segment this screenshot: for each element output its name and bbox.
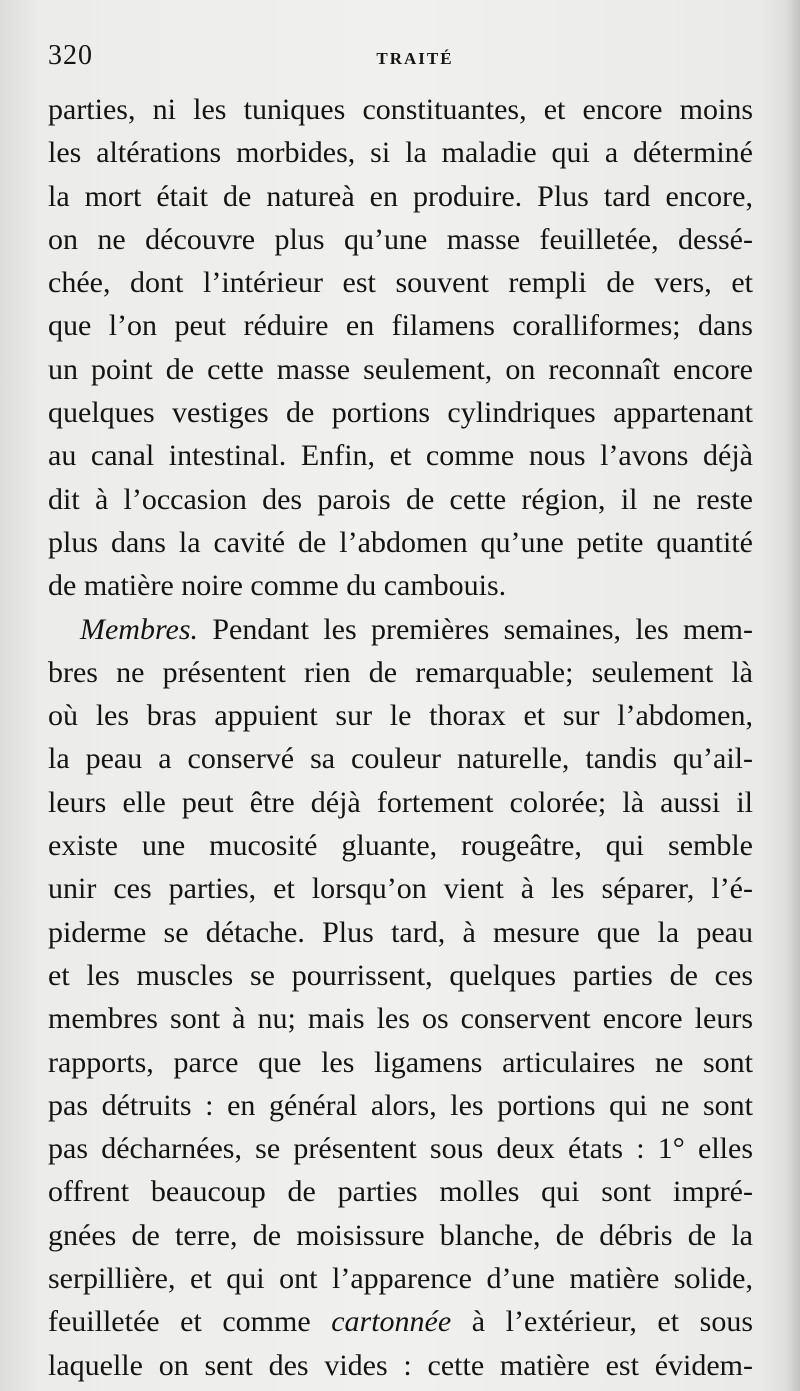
text-line: gnées de terre, de moisissure blanche, de débris de la	[48, 1218, 753, 1252]
body-text	[48, 88, 753, 1387]
text-line: quelques vestiges de portions cylindriques appartenant	[48, 396, 753, 430]
page-number: 320	[48, 40, 93, 71]
running-title: TRAITÉ	[376, 49, 454, 68]
text-line: plus dans la cavité de l’abdomen qu’une petite quantité	[48, 525, 753, 559]
text-line: rapports, parce que les ligamens articulaires ne sont	[48, 1045, 753, 1079]
text-line	[48, 608, 753, 651]
text-line: où les bras appuient sur le thorax et sur l’abdomen,	[48, 699, 753, 733]
text-line: que l’on peut réduire en filamens coralliformes; dans	[48, 309, 753, 343]
text-line: les altérations morbides, si la maladie qui a déterminé	[48, 136, 753, 170]
text-line: laquelle on sent des vides : cette matière est évidem-	[48, 1348, 753, 1382]
text-line: un point de cette masse seulement, on reconnaît encore	[48, 352, 753, 386]
text-line: pas détruits : en général alors, les portions qui ne sont	[48, 1088, 753, 1122]
text-line: leurs elle peut être déjà fortement colorée; là aussi il	[48, 785, 753, 819]
text-line: dit à l’occasion des parois de cette région, il ne reste	[48, 482, 753, 516]
running-head	[0, 40, 800, 80]
text-fragment: feuilletée et comme	[48, 1305, 332, 1339]
text-line: chée, dont l’intérieur est souvent rempli de vers, et	[48, 266, 753, 300]
text-fragment: à l’extérieur, et sous	[451, 1305, 753, 1339]
text-line: parties, ni les tuniques constituantes, et encore moins	[48, 93, 753, 126]
text-line: pas décharnées, se présentent sous deux états : 1° elles	[48, 1132, 753, 1166]
text-line: de matière noire comme du cambouis.	[48, 569, 507, 603]
text-line: serpillière, et qui ont l’apparence d’une matière solide,	[48, 1262, 753, 1296]
section-heading-italic: Membres.	[80, 612, 199, 646]
text-line: bres ne présentent rien de remarquable; seulement là	[48, 655, 753, 689]
text-line: offrent beaucoup de parties molles qui sont impré-	[48, 1175, 753, 1209]
text-line: piderme se détache. Plus tard, à mesure que la peau	[48, 915, 753, 949]
italic-term: cartonnée	[331, 1305, 452, 1339]
text-line: membres sont à nu; mais les os conservent encore leurs	[48, 1002, 753, 1036]
text-fragment: Pendant les premières semaines, les mem-	[198, 612, 753, 646]
text-line: la mort était de natureà en produire. Plus tard encore,	[48, 179, 753, 213]
text-line: unir ces parties, et lorsqu’on vient à les séparer, l’é-	[48, 872, 753, 906]
text-line: au canal intestinal. Enfin, et comme nous l’avons déjà	[48, 439, 753, 473]
text-line: existe une mucosité gluante, rougeâtre, qui semble	[48, 829, 753, 863]
text-line: et les muscles se pourrissent, quelques parties de ces	[48, 958, 753, 992]
text-line: on ne découvre plus qu’une masse feuilletée, dessé-	[48, 222, 753, 256]
text-line: la peau a conservé sa couleur naturelle, tandis qu’ail-	[48, 742, 753, 776]
text-line	[48, 1300, 753, 1343]
